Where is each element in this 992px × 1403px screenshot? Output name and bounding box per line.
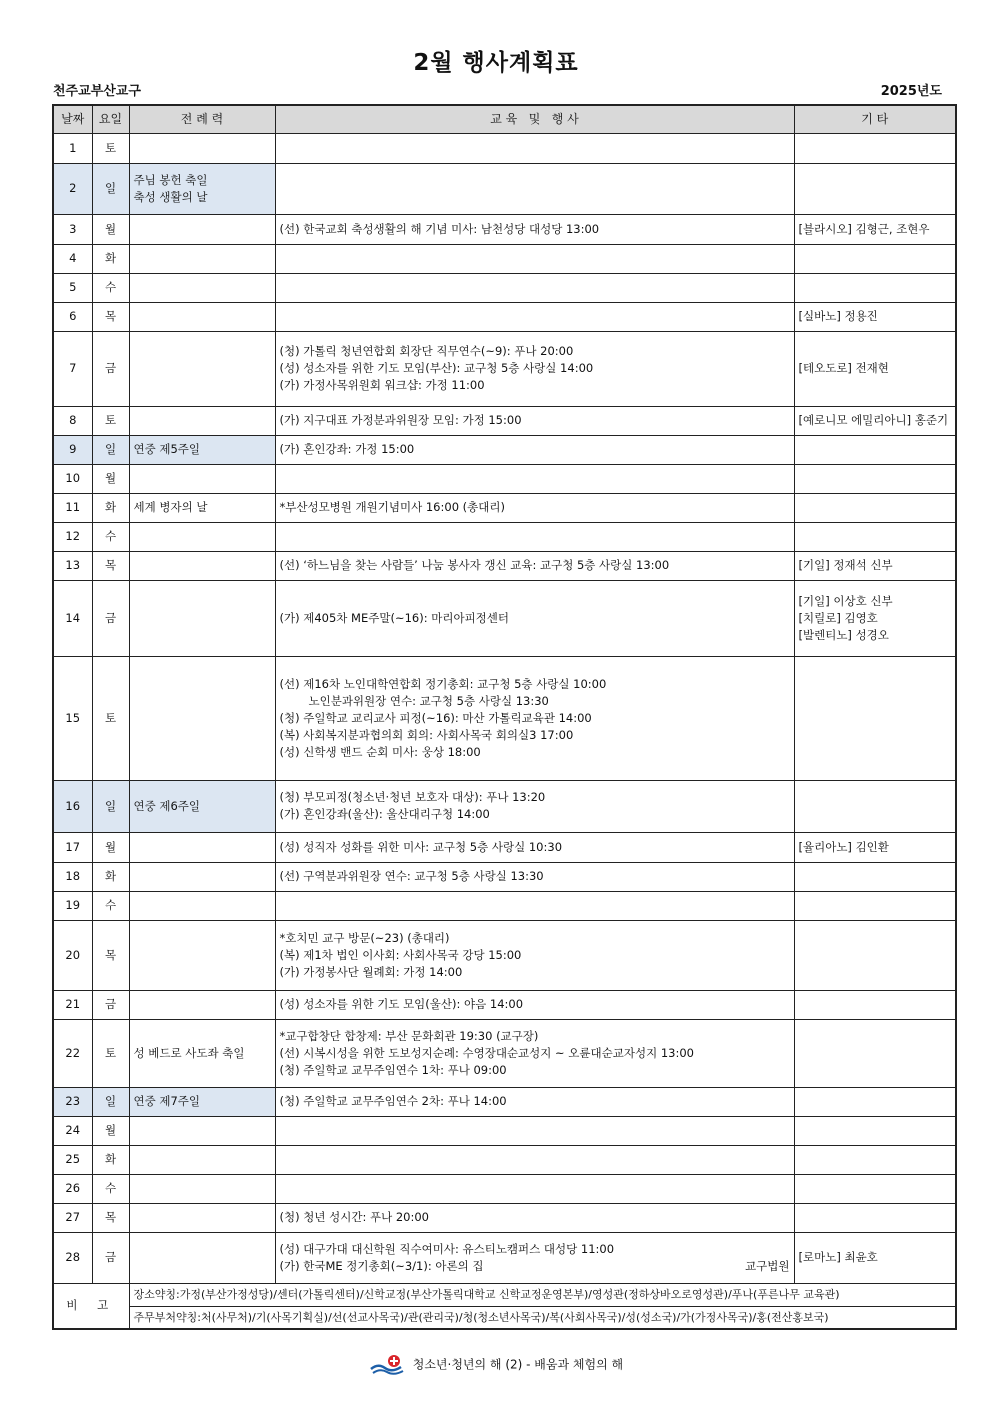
liturgy-cell: 연중 제6주일 <box>129 780 275 832</box>
other-cell <box>794 214 956 244</box>
notes-location-abbrev: 장소약칭:가정(부산가정성당)/센터(가톨릭센터)/신학교정(부산가톨릭대학교 신학교정운영본부)/영성관(정하상바오로영성관)/푸나(푸른나무 교육관) <box>129 1283 956 1306</box>
events-cell <box>275 133 794 163</box>
event-item: (성) 성소자를 위한 기도 모임(부산): 교구청 5층 사랑실 14:00 <box>279 361 594 375</box>
liturgy-cell: 연중 제7주일 <box>129 1087 275 1116</box>
event-text: (가) 한국ME 정기총회(~3/1): 아론의 집 <box>279 1258 484 1273</box>
other-cell <box>794 780 956 832</box>
liturgy-cell <box>129 522 275 551</box>
schedule-row <box>53 435 956 464</box>
other-item: [로마노] 최윤호 <box>798 1250 878 1264</box>
day-of-week-cell: 목 <box>92 551 129 580</box>
liturgy-cell <box>129 1203 275 1232</box>
day-of-week-cell: 화 <box>92 493 129 522</box>
event-item: (선) 제16차 노인대학연합회 정기총회: 교구청 5층 사랑실 10:00 <box>279 676 607 691</box>
schedule-row <box>53 1116 956 1145</box>
other-item: [기일] 정재석 신부 <box>798 558 893 572</box>
schedule-row <box>53 780 956 832</box>
events-cell <box>275 214 794 244</box>
liturgy-cell <box>129 891 275 920</box>
events-cell <box>275 406 794 435</box>
date-cell: 9 <box>53 435 92 464</box>
date-cell: 24 <box>53 1116 92 1145</box>
liturgy-cell <box>129 1174 275 1203</box>
other-cell <box>794 832 956 862</box>
liturgy-cell: 연중 제5주일 <box>129 435 275 464</box>
other-cell <box>794 1203 956 1232</box>
date-cell: 23 <box>53 1087 92 1116</box>
day-of-week-cell: 토 <box>92 406 129 435</box>
day-of-week-cell: 수 <box>92 1174 129 1203</box>
notes-department-abbrev: 주무부처약칭:처(사무처)/기(사목기획실)/선(선교사목국)/관(관리국)/청(청소년사목국)/복(사회사목국)/성(성소국)/가(가정사목국)/홍(전산홍보국) <box>129 1306 956 1329</box>
events-cell <box>275 1019 794 1087</box>
liturgy-cell: 성 베드로 사도좌 축일 <box>129 1019 275 1087</box>
footer <box>0 1354 992 1376</box>
schedule-row <box>53 302 956 331</box>
liturgy-cell <box>129 580 275 656</box>
day-of-week-cell: 목 <box>92 920 129 990</box>
date-cell: 27 <box>53 1203 92 1232</box>
liturgy-cell <box>129 302 275 331</box>
organization-name: 천주교부산교구 <box>53 84 141 99</box>
date-cell: 15 <box>53 656 92 780</box>
schedule-row <box>53 862 956 891</box>
events-cell <box>275 1116 794 1145</box>
schedule-row <box>53 163 956 214</box>
event-item: (성) 신학생 밴드 순회 미사: 웅상 18:00 <box>279 744 481 759</box>
schedule-row <box>53 522 956 551</box>
date-cell: 28 <box>53 1232 92 1283</box>
date-cell: 20 <box>53 920 92 990</box>
event-item: (가) 제405차 ME주말(~16): 마리아피정센터 <box>279 610 510 625</box>
date-cell: 22 <box>53 1019 92 1087</box>
header-day-of-week: 요일 <box>92 105 129 133</box>
other-cell <box>794 244 956 273</box>
event-item: (선) ‘하느님을 찾는 사람들’ 나눔 봉사자 갱신 교육: 교구청 5층 사랑실 13:00 <box>279 558 670 572</box>
day-of-week-cell: 수 <box>92 273 129 302</box>
event-item: (가) 가정봉사단 월례회: 가정 14:00 <box>279 964 463 979</box>
date-cell: 1 <box>53 133 92 163</box>
day-of-week-cell: 금 <box>92 1232 129 1283</box>
liturgy-cell: 세계 병자의 날 <box>129 493 275 522</box>
events-cell <box>275 780 794 832</box>
date-cell: 12 <box>53 522 92 551</box>
liturgy-cell <box>129 464 275 493</box>
event-item: 노인분과위원장 연수: 교구청 5층 사랑실 13:30 <box>308 693 549 708</box>
day-of-week-cell: 월 <box>92 464 129 493</box>
other-cell <box>794 1145 956 1174</box>
events-cell <box>275 464 794 493</box>
event-item: (청) 주일학교 교무주임연수 1차: 푸나 09:00 <box>279 1062 507 1077</box>
day-of-week-cell: 일 <box>92 1087 129 1116</box>
liturgy-cell <box>129 656 275 780</box>
schedule-row <box>53 1145 956 1174</box>
schedule-row <box>53 273 956 302</box>
day-of-week-cell: 화 <box>92 244 129 273</box>
date-cell: 3 <box>53 214 92 244</box>
liturgy-cell <box>129 406 275 435</box>
date-cell: 5 <box>53 273 92 302</box>
event-item: (성) 대구가대 대신학원 직수여미사: 유스티노캠퍼스 대성당 11:00 <box>279 1241 615 1256</box>
header-liturgy: 전 례 력 <box>129 105 275 133</box>
other-item: [블라시오] 김형근, 조현우 <box>798 221 930 236</box>
date-cell: 14 <box>53 580 92 656</box>
other-cell <box>794 163 956 214</box>
events-cell <box>275 1145 794 1174</box>
day-of-week-cell: 월 <box>92 214 129 244</box>
other-cell <box>794 133 956 163</box>
event-item: (선) 한국교회 축성생활의 해 기념 미사: 남천성당 대성당 13:00 <box>279 221 600 236</box>
other-cell <box>794 302 956 331</box>
day-of-week-cell: 토 <box>92 656 129 780</box>
event-item: (가) 혼인강좌(울산): 울산대리구청 14:00 <box>279 807 490 821</box>
schedule-row <box>53 1203 956 1232</box>
events-cell <box>275 862 794 891</box>
date-cell: 7 <box>53 331 92 406</box>
day-of-week-cell: 금 <box>92 990 129 1019</box>
date-cell: 18 <box>53 862 92 891</box>
liturgy-cell <box>129 273 275 302</box>
liturgy-cell <box>129 862 275 891</box>
date-cell: 26 <box>53 1174 92 1203</box>
events-cell <box>275 435 794 464</box>
events-cell <box>275 551 794 580</box>
events-cell <box>275 920 794 990</box>
schedule-row <box>53 1232 956 1283</box>
day-of-week-cell: 수 <box>92 891 129 920</box>
date-cell: 25 <box>53 1145 92 1174</box>
schedule-table <box>52 104 957 1330</box>
schedule-row <box>53 551 956 580</box>
date-cell: 19 <box>53 891 92 920</box>
liturgy-cell <box>129 1232 275 1283</box>
date-cell: 8 <box>53 406 92 435</box>
liturgy-cell <box>129 1116 275 1145</box>
day-of-week-cell: 일 <box>92 163 129 214</box>
date-cell: 17 <box>53 832 92 862</box>
event-item: (선) 구역분과위원장 연수: 교구청 5층 사랑실 13:30 <box>279 869 544 883</box>
event-item: (청) 청년 성시간: 푸나 20:00 <box>279 1210 429 1224</box>
schedule-row <box>53 920 956 990</box>
event-item: (선) 시복시성을 위한 도보성지순례: 수영장대순교성지 ~ 오륜대순교자성지 13:00 <box>279 1045 694 1060</box>
date-cell: 6 <box>53 302 92 331</box>
other-cell <box>794 891 956 920</box>
events-cell <box>275 273 794 302</box>
notes-row <box>53 1306 956 1329</box>
event-item: (청) 가톨릭 청년연합회 회장단 직무연수(~9): 푸나 20:00 <box>279 344 574 358</box>
date-cell: 11 <box>53 493 92 522</box>
other-cell <box>794 331 956 406</box>
event-right-note: 교구법원 <box>745 1258 790 1273</box>
header-date: 날짜 <box>53 105 92 133</box>
schedule-row <box>53 133 956 163</box>
page-title: 2월 행사계획표 <box>413 50 579 76</box>
events-cell <box>275 1203 794 1232</box>
liturgy-cell: 주님 봉헌 축일 축성 생활의 날 <box>129 163 275 214</box>
schedule-row <box>53 580 956 656</box>
events-cell <box>275 990 794 1019</box>
other-item: [테오도로] 전재현 <box>798 361 889 375</box>
event-item: (청) 주일학교 교무주임연수 2차: 푸나 14:00 <box>279 1094 507 1108</box>
events-cell <box>275 1087 794 1116</box>
events-cell <box>275 244 794 273</box>
event-item: (청) 부모피정(청소년·청년 보호자 대상): 푸나 13:20 <box>279 790 546 804</box>
liturgy-cell <box>129 1145 275 1174</box>
event-item: (가) 혼인강좌: 가정 15:00 <box>279 442 415 456</box>
date-cell: 10 <box>53 464 92 493</box>
schedule-row <box>53 832 956 862</box>
date-cell: 4 <box>53 244 92 273</box>
schedule-row <box>53 331 956 406</box>
notes-row <box>53 1283 956 1306</box>
notes-label: 비 고 <box>53 1283 129 1329</box>
event-item <box>280 1258 790 1275</box>
date-cell: 2 <box>53 163 92 214</box>
events-cell <box>275 1174 794 1203</box>
other-cell <box>794 435 956 464</box>
other-cell <box>794 862 956 891</box>
event-item: *호치민 교구 방문(~23) (총대리) <box>279 930 450 945</box>
day-of-week-cell: 월 <box>92 832 129 862</box>
other-cell <box>794 1116 956 1145</box>
day-of-week-cell: 화 <box>92 1145 129 1174</box>
event-item: (청) 주일학교 교리교사 피정(~16): 마산 가톨릭교육관 14:00 <box>279 710 592 725</box>
other-cell <box>794 464 956 493</box>
liturgy-cell <box>129 990 275 1019</box>
day-of-week-cell: 토 <box>92 133 129 163</box>
schedule-row <box>53 1019 956 1087</box>
other-item: [실바노] 정용진 <box>798 309 878 323</box>
other-cell <box>794 920 956 990</box>
event-item: (가) 가정사목위원회 워크샵: 가정 11:00 <box>279 378 485 392</box>
event-item: (복) 제1차 법인 이사회: 사회사목국 강당 15:00 <box>279 947 522 962</box>
day-of-week-cell: 목 <box>92 1203 129 1232</box>
events-cell <box>275 1232 794 1283</box>
diocese-logo-icon <box>369 1354 405 1376</box>
liturgy-cell <box>129 920 275 990</box>
date-cell: 13 <box>53 551 92 580</box>
other-cell <box>794 493 956 522</box>
events-cell <box>275 580 794 656</box>
liturgy-cell <box>129 244 275 273</box>
events-cell <box>275 302 794 331</box>
events-cell <box>275 493 794 522</box>
other-cell <box>794 273 956 302</box>
events-cell <box>275 656 794 780</box>
footer-slogan: 청소년·청년의 해 (2) - 배움과 체험의 해 <box>412 1357 624 1372</box>
other-item: [율리아노] 김인환 <box>798 839 889 854</box>
schedule-row <box>53 990 956 1019</box>
schedule-row <box>53 464 956 493</box>
other-cell <box>794 1174 956 1203</box>
day-of-week-cell: 금 <box>92 580 129 656</box>
other-item: [발렌티노] 성경오 <box>798 627 889 642</box>
other-cell <box>794 990 956 1019</box>
day-of-week-cell: 금 <box>92 331 129 406</box>
events-cell <box>275 891 794 920</box>
header-other: 기 타 <box>794 105 956 133</box>
event-item: (복) 사회복지분과협의회 회의: 사회사목국 회의실3 17:00 <box>279 727 574 742</box>
header-events: 교 육 및 행 사 <box>275 105 794 133</box>
other-item: [예로니모 에밀리아니] 홍준기 <box>798 413 949 427</box>
liturgy-cell <box>129 551 275 580</box>
event-item: *부산성모병원 개원기념미사 16:00 (총대리) <box>279 500 505 514</box>
liturgy-cell <box>129 133 275 163</box>
other-cell <box>794 1087 956 1116</box>
other-item: [치릴로] 김영호 <box>798 610 878 625</box>
year-label: 2025년도 <box>880 84 942 99</box>
other-cell <box>794 580 956 656</box>
other-cell <box>794 522 956 551</box>
liturgy-cell <box>129 214 275 244</box>
schedule-row <box>53 406 956 435</box>
day-of-week-cell: 일 <box>92 780 129 832</box>
day-of-week-cell: 월 <box>92 1116 129 1145</box>
schedule-row <box>53 244 956 273</box>
schedule-row <box>53 891 956 920</box>
events-cell <box>275 522 794 551</box>
other-cell <box>794 551 956 580</box>
event-item: *교구합창단 합창제: 부산 문화회관 19:30 (교구장) <box>279 1028 539 1043</box>
events-cell <box>275 832 794 862</box>
events-cell <box>275 163 794 214</box>
event-item: (성) 성소자를 위한 기도 모임(울산): 야음 14:00 <box>279 997 524 1011</box>
other-cell <box>794 656 956 780</box>
event-item: (가) 지구대표 가정분과위원장 모임: 가정 15:00 <box>279 413 522 427</box>
day-of-week-cell: 토 <box>92 1019 129 1087</box>
schedule-row <box>53 1174 956 1203</box>
liturgy-cell <box>129 832 275 862</box>
day-of-week-cell: 일 <box>92 435 129 464</box>
date-cell: 21 <box>53 990 92 1019</box>
schedule-row <box>53 214 956 244</box>
header-row <box>53 105 956 133</box>
day-of-week-cell: 화 <box>92 862 129 891</box>
other-cell <box>794 1019 956 1087</box>
other-item: [기일] 이상호 신부 <box>798 593 893 608</box>
day-of-week-cell: 목 <box>92 302 129 331</box>
schedule-row <box>53 493 956 522</box>
other-cell <box>794 406 956 435</box>
events-cell <box>275 331 794 406</box>
other-cell <box>794 1232 956 1283</box>
day-of-week-cell: 수 <box>92 522 129 551</box>
schedule-row <box>53 1087 956 1116</box>
schedule-row <box>53 656 956 780</box>
liturgy-cell <box>129 331 275 406</box>
date-cell: 16 <box>53 780 92 832</box>
event-item: (성) 성직자 성화를 위한 미사: 교구청 5층 사랑실 10:30 <box>279 839 563 854</box>
